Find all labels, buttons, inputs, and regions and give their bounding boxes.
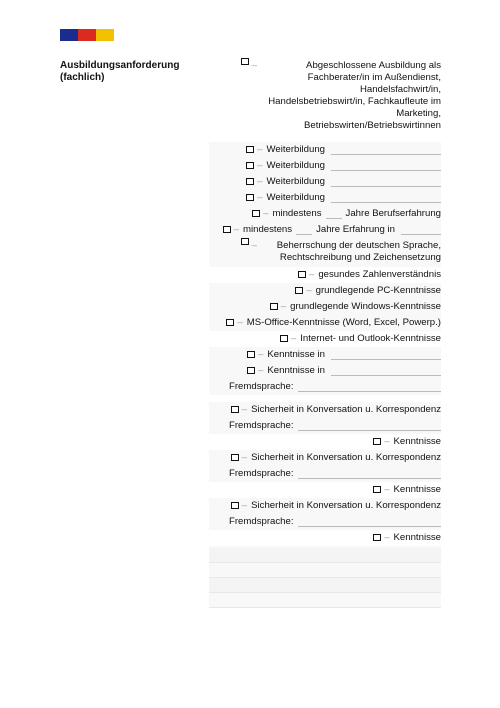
fill-line[interactable] <box>401 225 441 235</box>
skill-item: – grundlegende PC-Kenntnisse <box>209 283 441 299</box>
section-label: Ausbildungsanforderung (fachlich) <box>60 60 180 83</box>
notes-line[interactable] <box>209 578 441 593</box>
experience-years-item: – mindestens Jahre Berufserfahrung <box>209 206 441 222</box>
checkbox[interactable] <box>231 454 239 461</box>
checkbox[interactable] <box>270 303 278 310</box>
checkbox[interactable] <box>231 502 239 509</box>
checkbox[interactable] <box>231 406 239 413</box>
kenntnisse-in-item: – Kenntnisse in <box>209 347 441 363</box>
fill-line[interactable] <box>298 469 441 479</box>
fill-line[interactable] <box>331 350 441 360</box>
weiterbildung-item: – Weiterbildung <box>209 158 441 174</box>
fill-line[interactable] <box>331 366 441 376</box>
checkbox[interactable] <box>246 146 254 153</box>
checkbox[interactable] <box>241 58 249 65</box>
fill-line[interactable] <box>331 177 441 187</box>
checkbox[interactable] <box>246 178 254 185</box>
logo-red-block <box>78 29 96 41</box>
weiterbildung-item: – Weiterbildung <box>209 190 441 206</box>
notes-line[interactable] <box>209 593 441 608</box>
notes-area[interactable] <box>209 548 441 608</box>
skill-item: – MS-Office-Kenntnisse (Word, Excel, Powerp.) <box>209 315 441 331</box>
checkbox[interactable] <box>241 238 249 245</box>
experience-field-item: – mindestens Jahre Erfahrung in <box>209 222 441 238</box>
requirements-column <box>209 58 441 562</box>
kenntnisse-item: – Kenntnisse <box>209 482 441 498</box>
fill-line[interactable] <box>331 161 441 171</box>
kenntnisse-item: – Kenntnisse <box>209 434 441 450</box>
foreign-language-row: Fremdsprache: <box>209 418 441 434</box>
skill-item: – Internet- und Outlook-Kenntnisse <box>209 331 441 347</box>
weiterbildung-item: – Weiterbildung <box>209 174 441 190</box>
skill-item: – grundlegende Windows-Kenntnisse <box>209 299 441 315</box>
weiterbildung-item: – Weiterbildung <box>209 142 441 158</box>
fill-line[interactable] <box>331 145 441 155</box>
foreign-language-row: Fremdsprache: <box>209 466 441 482</box>
checkbox[interactable] <box>223 226 231 233</box>
notes-line[interactable] <box>209 563 441 578</box>
fill-line[interactable] <box>331 193 441 203</box>
conversation-item: – Sicherheit in Konversation u. Korrespondenz <box>209 450 441 466</box>
checkbox[interactable] <box>373 438 381 445</box>
fill-line[interactable] <box>298 421 441 431</box>
checkbox[interactable] <box>247 367 255 374</box>
conversation-item: – Sicherheit in Konversation u. Korrespondenz <box>209 498 441 514</box>
kenntnisse-item: – Kenntnisse <box>209 530 441 546</box>
skill-item: – gesundes Zahlenverständnis <box>209 267 441 283</box>
fill-line[interactable] <box>298 382 441 392</box>
qualification-text: Abgeschlossene Ausbildung als Fachberater/in im Außendienst, Handelsfachwirt/in, Handelsbetriebswirt/in, Fachkaufleute im Marketing, Betriebswirten/Betriebswirtinnen <box>268 60 441 131</box>
logo-blue-block <box>60 29 78 41</box>
qualification-item: – Abgeschlossene Ausbildung als Fachberater/in im Außendienst, Handelsfachwirt/in, Handelsbetriebswirt/in, Fachkaufleute im Marketing, Betriebswirten/Betriebswirtinnen <box>209 58 441 135</box>
logo-yellow-block <box>96 29 114 41</box>
language-skill-item: – Beherrschung der deutschen Sprache, Rechtschreibung und Zeichensetzung <box>209 238 441 267</box>
checkbox[interactable] <box>298 271 306 278</box>
conversation-item: – Sicherheit in Konversation u. Korrespondenz <box>209 402 441 418</box>
checkbox[interactable] <box>252 210 260 217</box>
checkbox[interactable] <box>373 486 381 493</box>
checkbox[interactable] <box>247 351 255 358</box>
checkbox[interactable] <box>373 534 381 541</box>
checkbox[interactable] <box>226 319 234 326</box>
checkbox[interactable] <box>246 194 254 201</box>
notes-line[interactable] <box>209 548 441 563</box>
foreign-language-row: Fremdsprache: <box>209 379 441 395</box>
checkbox[interactable] <box>280 335 288 342</box>
logo <box>60 29 114 41</box>
fill-line[interactable] <box>298 517 441 527</box>
checkbox[interactable] <box>246 162 254 169</box>
checkbox[interactable] <box>295 287 303 294</box>
fill-line[interactable] <box>326 209 342 219</box>
fill-line[interactable] <box>296 225 312 235</box>
foreign-language-row: Fremdsprache: <box>209 514 441 530</box>
kenntnisse-in-item: – Kenntnisse in <box>209 363 441 379</box>
